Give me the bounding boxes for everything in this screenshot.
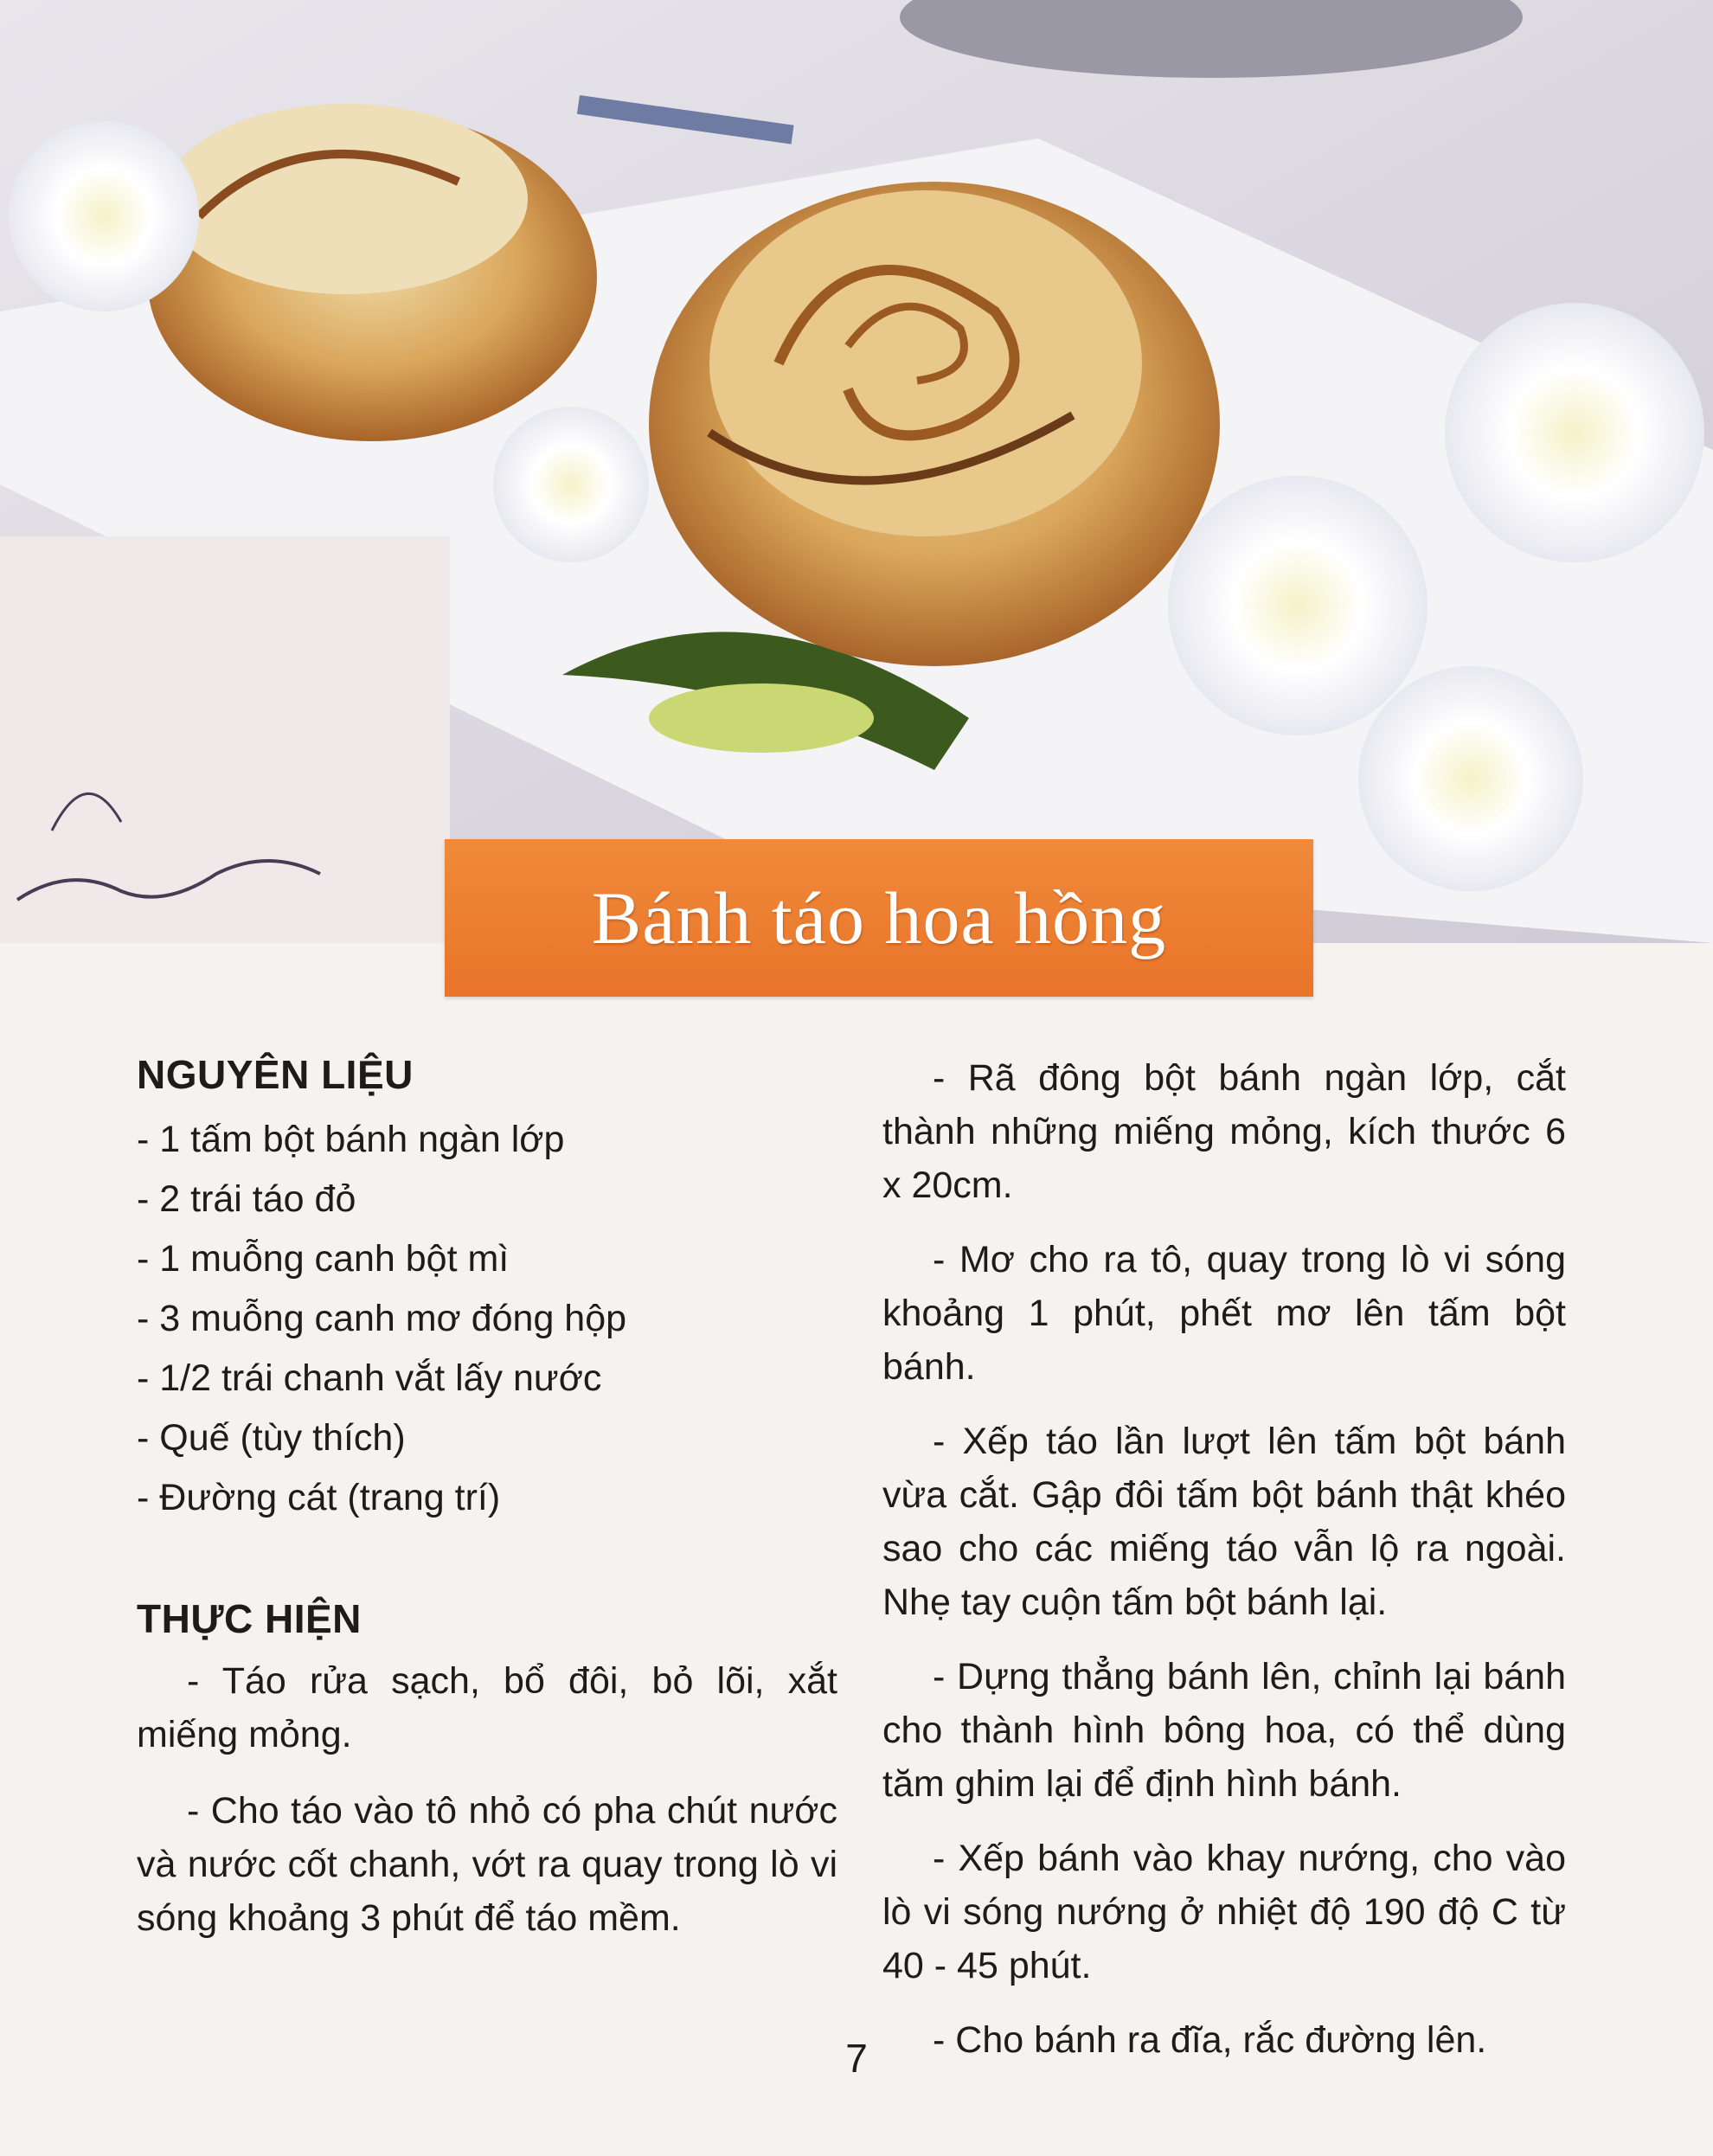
method-step: - Cho táo vào tô nhỏ có pha chút nước và nước cốt chanh, vớt ra quay trong lò vi sóng khoảng 3 phút để táo mềm. (137, 1790, 837, 1939)
method-step: - Rã đông bột bánh ngàn lớp, cắt thành những miếng mỏng, kích thước 6 x 20cm. (882, 1057, 1566, 1206)
ingredient-item: - 1 tấm bột bánh ngàn lớp (137, 1119, 565, 1160)
method-step: - Xếp bánh vào khay nướng, cho vào lò vi sóng nướng ở nhiệt độ 190 độ C từ 40 - 45 phút. (882, 1838, 1566, 1986)
ingredient-item: - 3 muỗng canh mơ đóng hộp (137, 1298, 627, 1339)
method-step: - Táo rửa sạch, bổ đôi, bỏ lõi, xắt miếng mỏng. (137, 1660, 837, 1755)
method-step: - Xếp táo lần lượt lên tấm bột bánh vừa cắt. Gập đôi tấm bột bánh thật khéo sao cho các miếng táo vẫn lộ ra ngoài. Nhẹ tay cuộn tấm bột bánh lại. (882, 1421, 1566, 1623)
food-photo (0, 0, 1713, 943)
ingredients-heading: NGUYÊN LIỆU (137, 1052, 414, 1097)
method-heading: THỰC HIỆN (137, 1596, 362, 1641)
recipe-title: Bánh táo hoa hồng (591, 876, 1167, 959)
ingredient-item: - 1/2 trái chanh vắt lấy nước (137, 1357, 602, 1399)
right-column (882, 1051, 1566, 2088)
ingredient-item: - 2 trái táo đỏ (137, 1178, 356, 1220)
ingredient-item: - Đường cát (trang trí) (137, 1477, 501, 1518)
method-step: - Cho bánh ra đĩa, rắc đường lên. (933, 2019, 1487, 2061)
left-column (137, 1051, 837, 1967)
ingredients-list (137, 1110, 837, 1528)
ingredient-item: - 1 muỗng canh bột mì (137, 1238, 510, 1280)
method-step: - Mơ cho ra tô, quay trong lò vi sóng khoảng 1 phút, phết mơ lên tấm bột bánh. (882, 1239, 1566, 1388)
title-banner (445, 839, 1313, 997)
method-step: - Dựng thẳng bánh lên, chỉnh lại bánh cho thành hình bông hoa, có thể dùng tăm ghim lại để định hình bánh. (882, 1656, 1566, 1805)
apple-rose-photo-illustration (0, 0, 1713, 943)
ingredient-item: - Quế (tùy thích) (137, 1417, 406, 1459)
page-number: 7 (845, 2036, 868, 2081)
